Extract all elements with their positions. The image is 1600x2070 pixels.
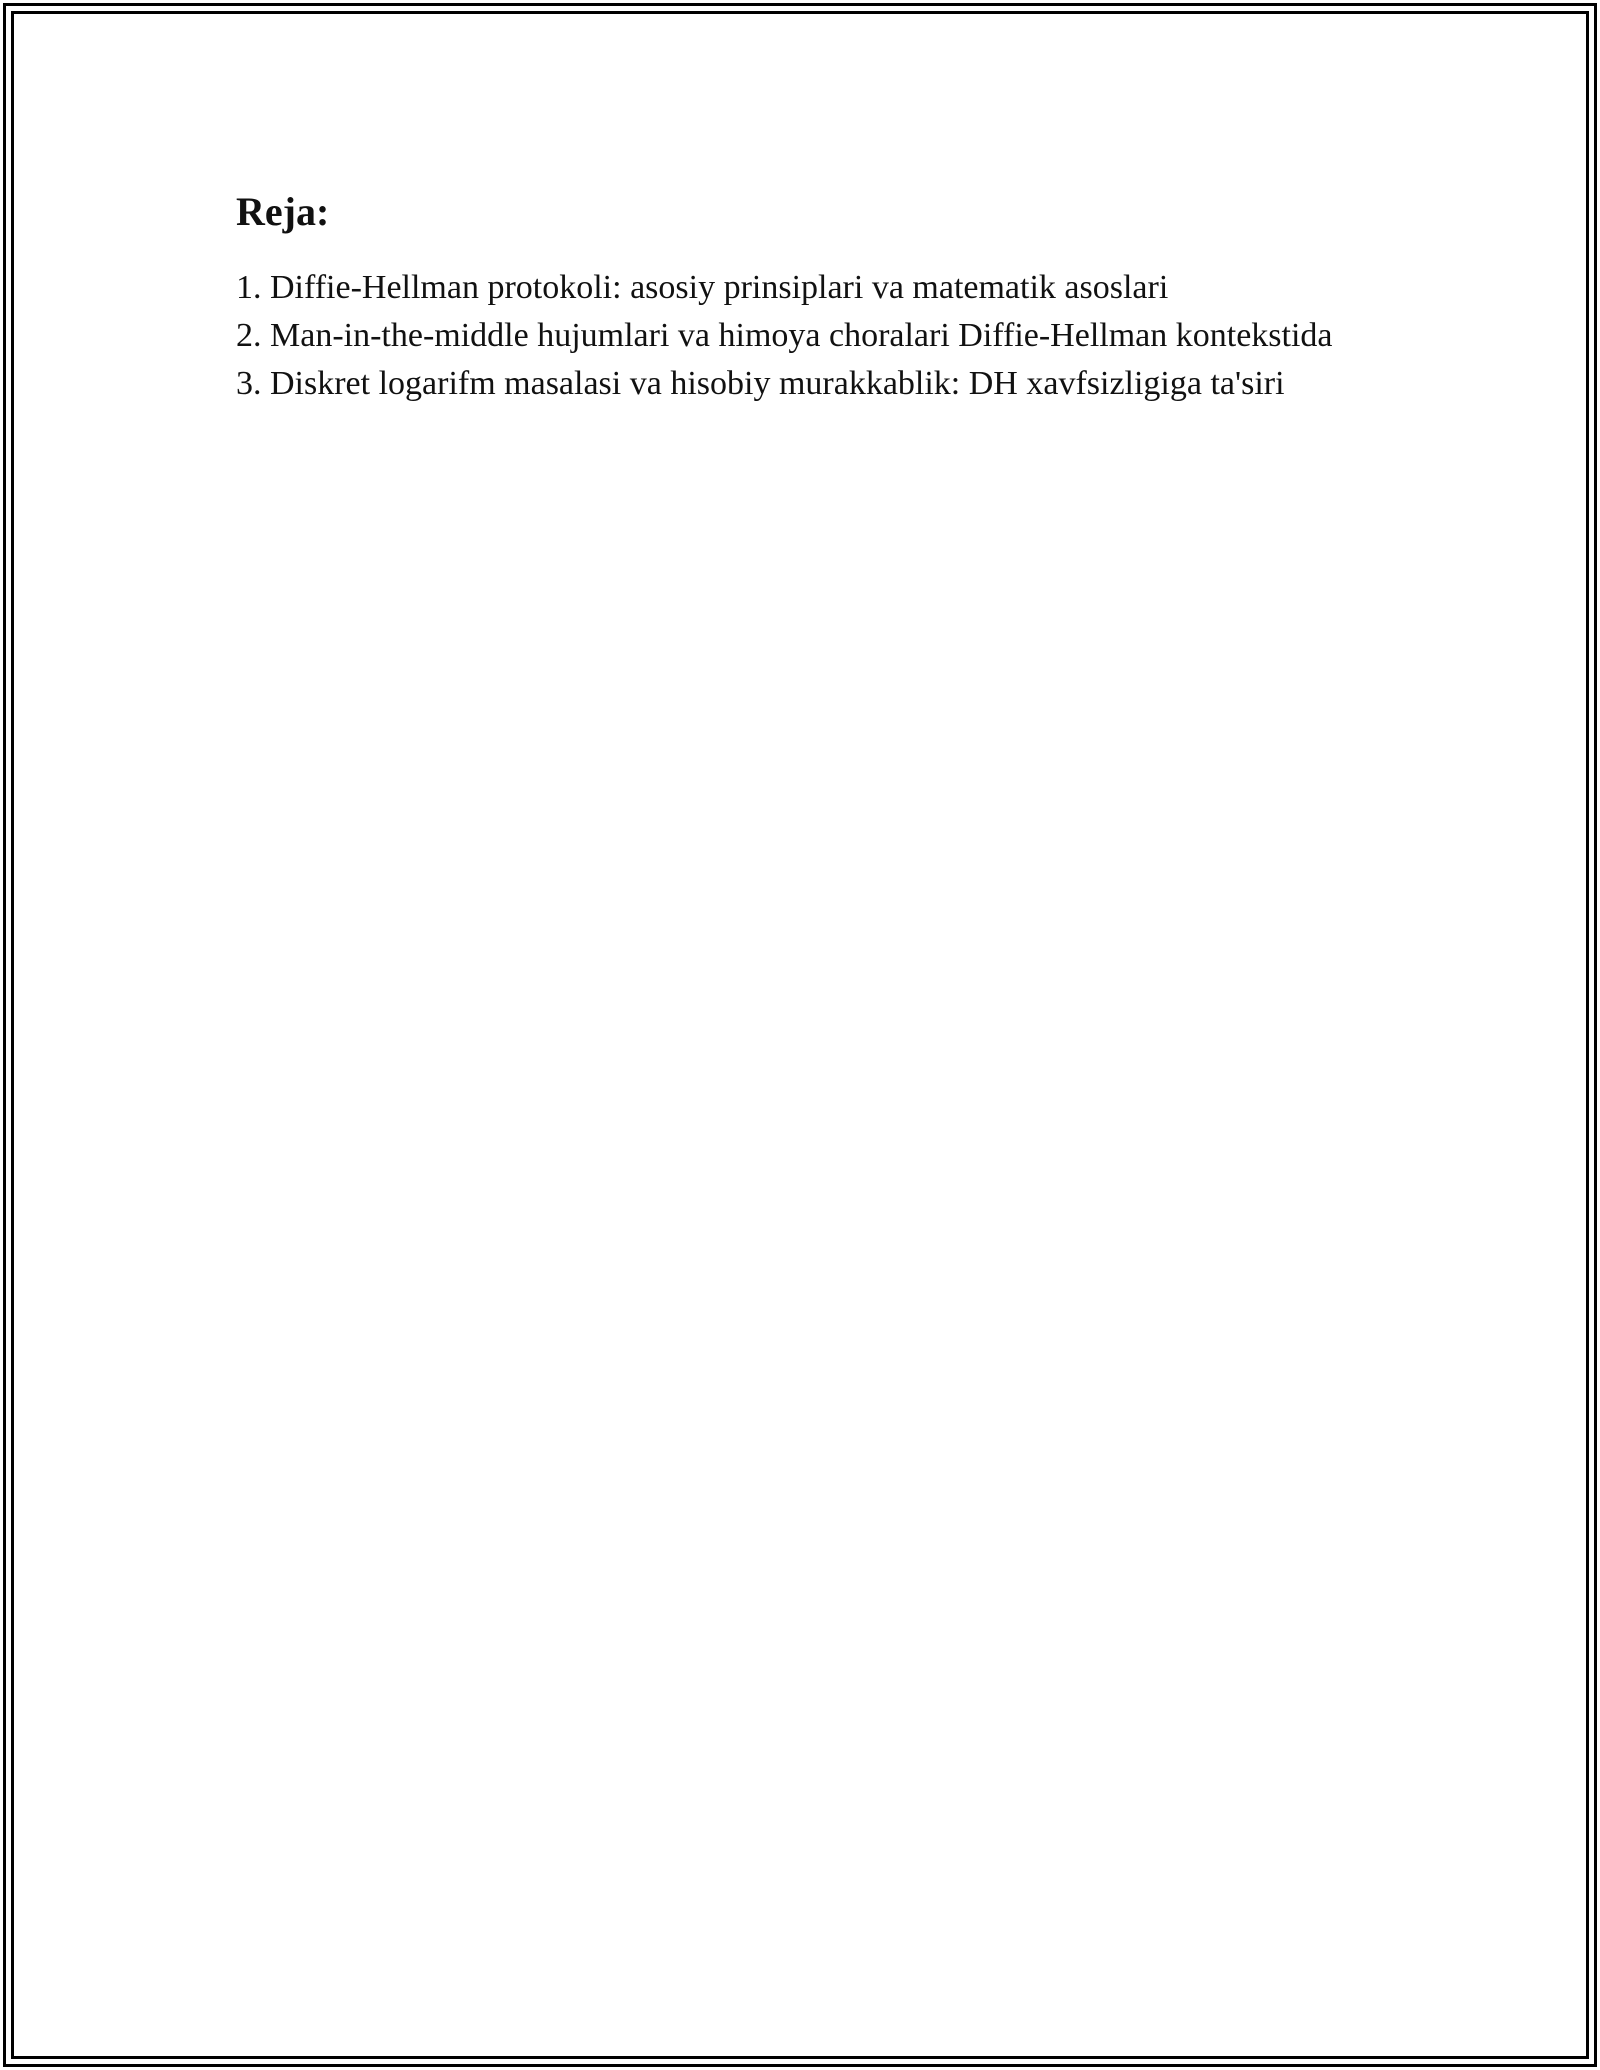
plan-list: [236, 264, 1416, 408]
document-body: [236, 188, 1416, 408]
plan-item: 2. Man-in-the-middle hujumlari va himoya choralari Diffie-Hellman kontekstida: [236, 317, 1333, 354]
plan-item: 3. Diskret logarifm masalasi va hisobiy murakkablik: DH xavfsizligiga ta'siri: [236, 365, 1285, 402]
plan-item: 1. Diffie-Hellman protokoli: asosiy prinsiplari va matematik asoslari: [236, 269, 1169, 306]
page-title: Reja:: [236, 189, 330, 234]
